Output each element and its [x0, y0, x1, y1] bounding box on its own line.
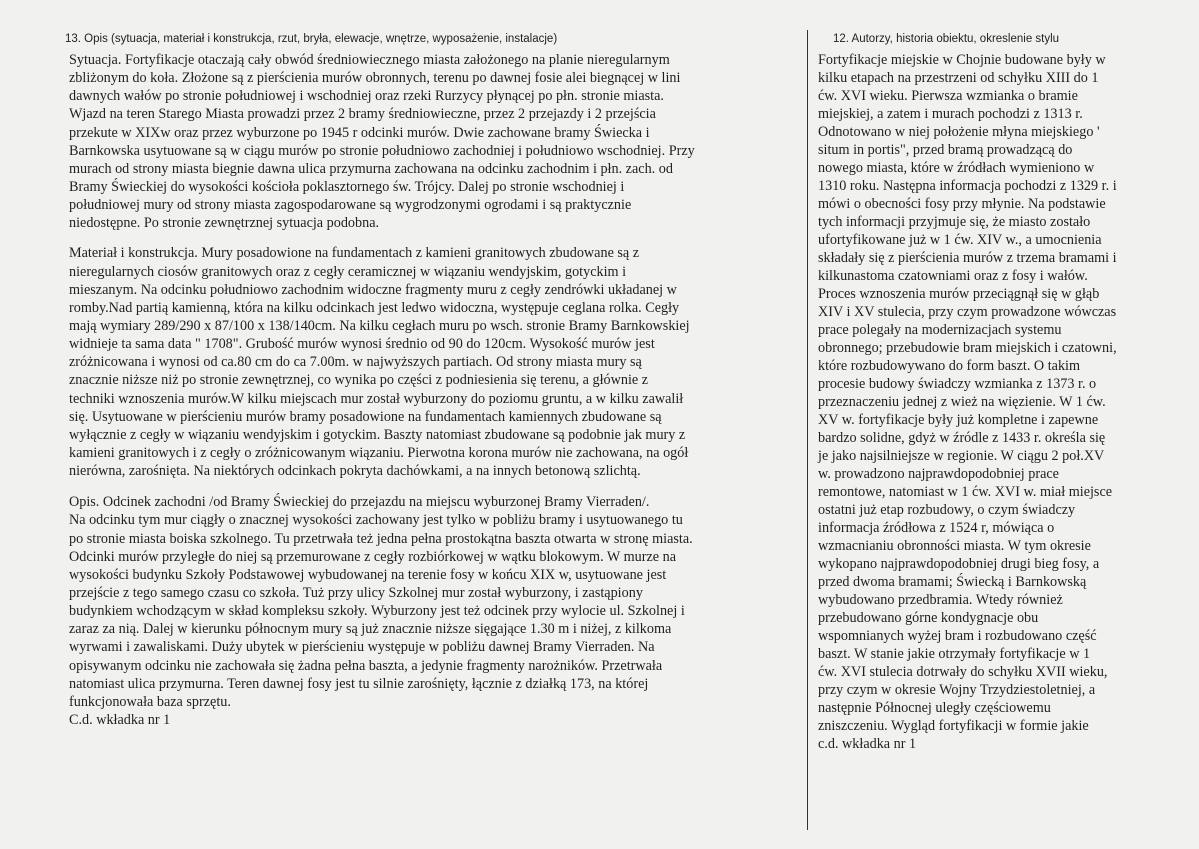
text-line: XV w. fortyfikacje były już kompletne i zapewne	[818, 412, 1099, 428]
text-line: wyłącznie z cegły w wiązaniu wendyjskim i gotyckim. Baszty natomiast zbudowane są podobnie jak mury z	[69, 426, 686, 443]
description-column	[69, 51, 797, 729]
text-line: przed dwoma bramami; Świecką i Barnkowską	[818, 574, 1087, 590]
text-line: zbliżonym do koła. Złożone są z pierścienia murów obronnych, terenu po dawnej fosie alei biegnącej w lini	[69, 70, 681, 87]
text-line: znacznie niższe niż po stronie zewnętrznej, co wynika po części z podniesienia się terenu, a głównie z	[69, 372, 649, 389]
text-line: w. prowadzono najprawdopodobniej prace	[818, 466, 1059, 482]
text-line: widnieje ta sama data " 1708". Grubość murów wynosi średnio od 90 do 120cm. Wysokość murów jest	[69, 336, 655, 353]
text-line: które rozbudowywano do form baszt. O takim	[818, 358, 1081, 374]
text-line: romby.Nad partią kamienną, która na kilku odcinkach jest ledwo widoczna, występuje ceglana rolka. Cegły	[69, 299, 680, 316]
text-line: mieszanym. Na odcinku południowo zachodnim widoczne fragmenty muru z cegły zendrówki układanej w	[69, 281, 677, 298]
text-line: się. Usytuowane w pierścieniu murów bramy posadowione na fundamentach kamiennych zbudowane są	[69, 408, 662, 425]
text-line: Fortyfikacje miejskie w Chojnie budowane były w	[818, 52, 1106, 68]
section-13-header: 13. Opis (sytuacja, materiał i konstrukcja, rzut, bryła, elewacje, wnętrze, wyposażenie, instalacje)	[65, 33, 558, 45]
text-line: remontowe, natomiast w 1 ćw. XVI w. miał miejsce	[818, 484, 1113, 500]
text-line: niedostępne. Po stronie zewnętrznej sytuacja podobna.	[69, 215, 380, 232]
text-line: ćw. XVI wieku. Pierwsza wzmianka o bramie	[818, 88, 1078, 104]
text-line: wykopano najprawdopodobniej drugi bieg fosy, a	[818, 556, 1100, 572]
text-line: kilkunastoma czatowniami oraz z fosy i wałów.	[818, 268, 1088, 284]
text-line: nieregularnych ciosów granitowych oraz z cegły ceramicznej w wiązaniu wendyjskim, gotyckim i	[69, 263, 627, 280]
text-line: Opis. Odcinek zachodni /od Bramy Świeckiej do przejazdu na miejscu wyburzonej Bramy Vierraden/.	[69, 494, 650, 511]
text-line: południowej mury od strony miasta zagospodarowane są wygrodzonymi ogrodami i są praktycznie	[69, 197, 632, 214]
text-line: techniki wznoszenia murów.W kilku miejscach mur został wyburzony do poziomu gruntu, a w kilku zawalił	[69, 390, 684, 407]
text-line: wyrwami i zawaliskami. Duży ubytek w pierścieniu występuje w pobliżu dawnej Bramy Vierraden. Na	[69, 639, 655, 656]
text-line: natomiast ulica przymurna. Teren dawnej fosy jest tu silnie zarośnięty, łącznie z działką 173, na której	[69, 675, 649, 692]
text-line: ostatni już etap rozbudowy, o czym świadczy	[818, 502, 1076, 518]
text-line: przeznaczeniu jednej z wież na więzienie. W 1 ćw.	[818, 394, 1106, 410]
text-line: mówi o obecności fosy przy młynie. Na podstawie	[818, 196, 1106, 212]
history-column	[818, 51, 1158, 753]
text-line: po stronie miasta boiska szkolnego. Tu przetrwała też jedna pełna prostokątna baszta otwarta w stronę miasta.	[69, 530, 693, 547]
text-line: Odcinki murów przyległe do niej są przemurowane z cegły rozbiórkowej w wątku blokowym. W murze na	[69, 548, 676, 565]
text-line: XIV i XV stulecia, przy czym prowadzone wówczas	[818, 304, 1117, 320]
text-line: Wjazd na teren Starego Miasta prowadzi przez 2 bramy średniowieczne, przez 2 przejazdy i 2 przejścia	[69, 106, 656, 123]
text-line: Na odcinku tym mur ciągły o znacznej wysokości zachowany jest tylko w pobliżu bramy i usytuowanego tu	[69, 512, 683, 529]
text-line: prace polegały na modernizacjach systemu	[818, 322, 1062, 338]
text-line: procesie budowy świadczy wzmianka z 1373 r. o	[818, 376, 1097, 392]
text-line: składały się z pierścienia murów z trzema bramami i	[818, 250, 1117, 266]
text-line: przejście z tego samego czasu co szkoła. Tuż przy ulicy Szkolnej mur został wyburzony, i zastąpiony	[69, 584, 643, 601]
text-line: Proces wznoszenia murów przeciągnął się w głąb	[818, 286, 1100, 302]
text-line: bardzo solidne, gdyż w źródle z 1433 r. określa się	[818, 430, 1106, 446]
text-line: 1310 roku. Następna informacja pochodzi z 1329 r. i	[818, 178, 1117, 194]
text-line: Odnotowano w niej położenie młyna miejskiego '	[818, 124, 1100, 140]
text-line: je jako najsilniejsze w regionie. W ciągu 2 poł.XV	[818, 448, 1105, 464]
text-line: przekute w XIXw oraz przez wyburzone po 1945 r odcinki murów. Dwie zachowane bramy Świecka i	[69, 124, 650, 141]
text-line: Bramy Świeckiej do wysokości kościoła poklasztornego św. Trójcy. Dalej po stronie wschodniej i	[69, 178, 625, 195]
text-line: situm in portis", przed bramą prowadzącą do	[818, 142, 1073, 158]
paragraph-gap	[69, 480, 797, 493]
text-line: wzmacnianiu obronności miasta. W tym okresie	[818, 538, 1091, 554]
paragraph-gap	[69, 232, 797, 244]
text-line: nierówna, zarośnięta. Na niektórych odcinkach pokryta dachówkami, a na innych betonową szlichtą.	[69, 463, 641, 480]
text-line: przy czym w okresie Wojny Trzydziestoletniej, a	[818, 682, 1096, 698]
text-line: tych informacji przyjmuje się, że miasto zostało	[818, 214, 1091, 230]
text-line: Barnkowska usytuowane są w ciągu murów po stronie południowo zachodniej i południowo wschodniej. Przy	[69, 142, 695, 159]
text-line: baszt. W stanie jakie otrzymały fortyfikacje w 1	[818, 646, 1091, 662]
text-line: ufortyfikowane już w 1 ćw. XIV w., a umocnienia	[818, 232, 1102, 248]
text-line: wysokości budynku Szkoły Podstawowej wybudowanej na terenie fosy w końcu XIX w, usytuowane jest	[69, 566, 667, 583]
text-line: ćw. XVI stulecia dotrwały do schyłku XVII wieku,	[818, 664, 1108, 680]
text-line: zniszczeniu. Wygląd fortyfikacji w formie jakie	[818, 718, 1089, 734]
text-line: kilku etapach na przestrzeni od schyłku XIII do 1	[818, 70, 1099, 86]
text-line: nowego miasta, które w źródłach wymieniono w	[818, 160, 1095, 176]
text-line: dawnych wałów po stronie południowej i wschodniej oraz rzeki Rurzycy płynącej po płn. stronie miasta.	[69, 88, 664, 105]
text-line: Materiał i konstrukcja. Mury posadowione na fundamentach z kamieni granitowych zbudowane są z	[69, 245, 640, 262]
text-line: funkcjonowała baza sprzętu.	[69, 693, 231, 710]
text-line: obronnego; przebudowie bram miejskich i czatowni,	[818, 340, 1117, 356]
text-line: wspomnianych wyżej bram i rozbudowano część	[818, 628, 1097, 644]
text-line: wybudowano przedbramia. Wtedy również	[818, 592, 1063, 608]
text-line: budynkiem wchodzącym w skład kompleksu szkoły. Wyburzony jest też odcinek przy wylocie ul. Szkolnej i	[69, 603, 685, 620]
text-line: informacja źródłowa z 1524 r, mówiąca o	[818, 520, 1055, 536]
text-line: opisywanym odcinku nie zachowała się żadna pełna baszta, a jedynie fragmenty narożników. Przetrwała	[69, 657, 663, 674]
text-line: kamieni granitowych i z cegły o zróżnicowanym wiązaniu. Pierwotna korona murów nie zachowana, na ogół	[69, 444, 689, 461]
text-line: zaraz za nią. Dalej w kierunku północnym mury są już znacznie niższe sięgające 1.30 m i niżej, z kilkoma	[69, 621, 672, 638]
column-divider	[807, 30, 808, 830]
text-line: przebudowano górne kondygnacje obu	[818, 610, 1039, 626]
text-line: C.d. wkładka nr 1	[69, 711, 171, 728]
text-line: murach od strony miasta biegnie dawna ulica przymurna zachowana na odcinku zachodnim i płn. zach. od	[69, 160, 673, 177]
text-line: zróżnicowana i wynosi od ca.80 cm do ca 7.00m. w najwyższych partiach. Od strony miasta mury są	[69, 354, 642, 371]
text-line: Sytuacja. Fortyfikacje otaczają cały obwód średniowiecznego miasta założonego na planie nieregularnym	[69, 52, 670, 68]
text-line: następnie Północnej uległy częściowemu	[818, 700, 1051, 716]
section-12-header: 12. Autorzy, historia obiektu, okreslenie stylu	[833, 33, 1060, 45]
text-line: miejskiej, a zatem i murach pochodzi z 1313 r.	[818, 106, 1083, 122]
text-line: mają wymiary 289/290 x 87/100 x 138/140cm. Na kilku cegłach muru po wsch. stronie Bramy Barnkowskiej	[69, 317, 690, 334]
text-line: c.d. wkładka nr 1	[818, 736, 917, 752]
